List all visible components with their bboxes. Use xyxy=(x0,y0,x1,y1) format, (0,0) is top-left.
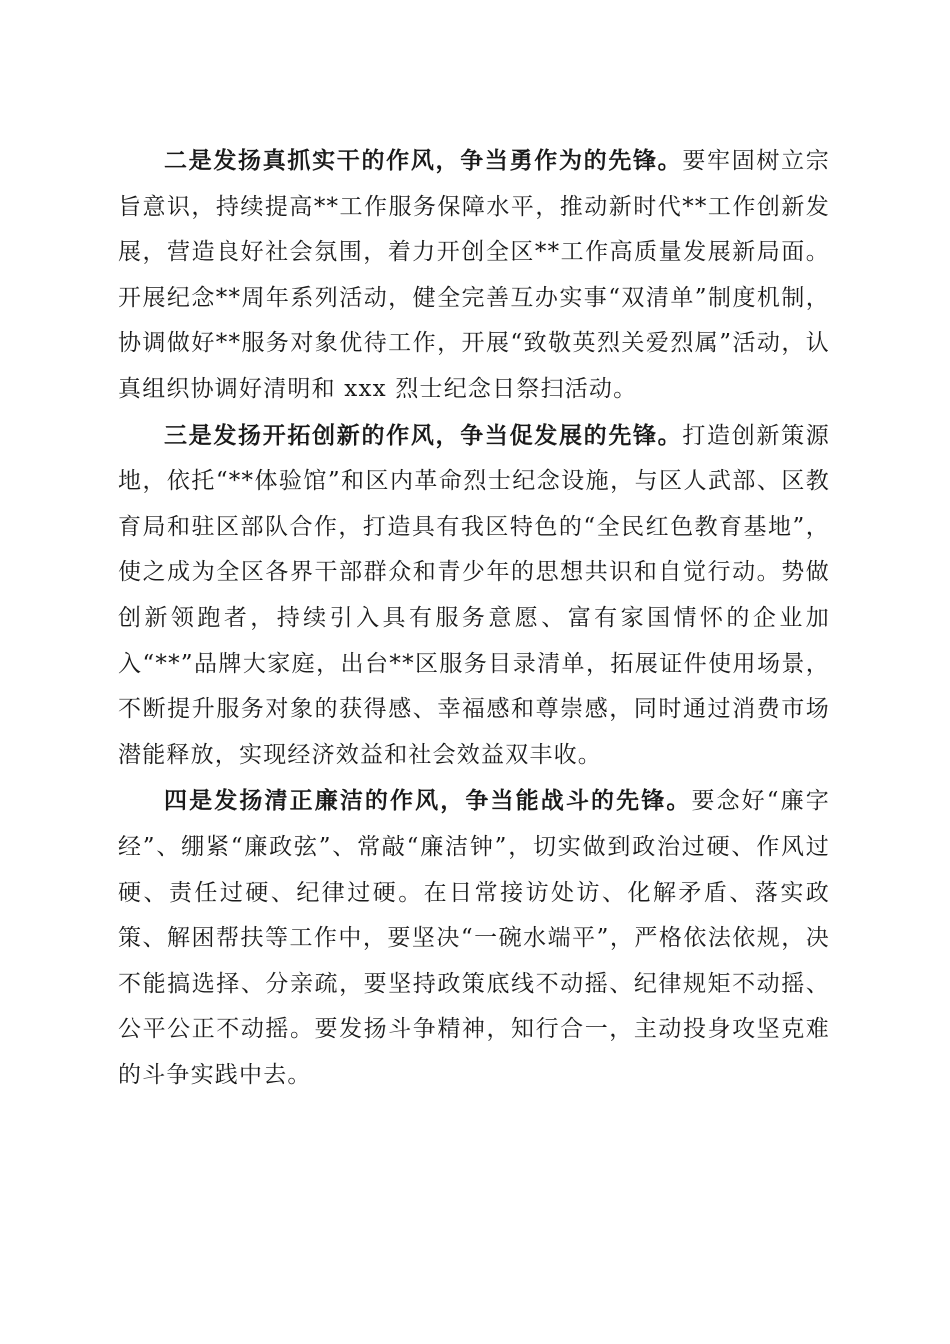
paragraph-lead: 二是发扬真抓实干的作风，争当勇作为的先锋。 xyxy=(164,147,683,174)
paragraph-body: 要念好“廉字经”、绷紧“廉政弦”、常敲“廉洁钟”，切实做到政治过硬、作风过硬、责任过硬、纪律过硬。在日常接访处访、化解矛盾、落实政策、解困帮扶等工作中，要坚决“一碗水端平”，严格依法依规，决不能搞选择、分亲疏，要坚持政策底线不动摇、纪律规矩不动摇、公平公正不动摇。要发扬斗争精神，知行合一，主动投身攻坚克难的斗争实践中去。 xyxy=(118,788,830,1088)
paragraph-4 xyxy=(118,778,830,1098)
document-page xyxy=(118,138,830,1098)
paragraph-2 xyxy=(118,138,830,413)
paragraph-body: 要牢固树立宗旨意识，持续提高**工作服务保障水平，推动新时代**工作创新发展，营造良好社会氛围，着力开创全区**工作高质量发展新局面。开展纪念**周年系列活动，健全完善互办实事“双清单”制度机制，协调做好**服务对象优待工作，开展“致敬英烈关爱烈属”活动，认真组织协调好清明和 xxx 烈士纪念日祭扫活动。 xyxy=(118,148,830,402)
paragraph-3 xyxy=(118,413,830,779)
paragraph-body: 打造创新策源地，依托“**体验馆”和区内革命烈士纪念设施，与区人武部、区教育局和驻区部队合作，打造具有我区特色的“全民红色教育基地”，使之成为全区各界干部群众和青少年的思想共识和自觉行动。势做创新领跑者，持续引入具有服务意愿、富有家国情怀的企业加入“**”品牌大家庭，出台**区服务目录清单，拓展证件使用场景，不断提升服务对象的获得感、幸福感和尊崇感，同时通过消费市场潜能释放，实现经济效益和社会效益双丰收。 xyxy=(118,422,830,768)
paragraph-lead: 四是发扬清正廉洁的作风，争当能战斗的先锋。 xyxy=(164,787,692,815)
paragraph-lead: 三是发扬开拓创新的作风，争当促发展的先锋。 xyxy=(164,421,683,449)
